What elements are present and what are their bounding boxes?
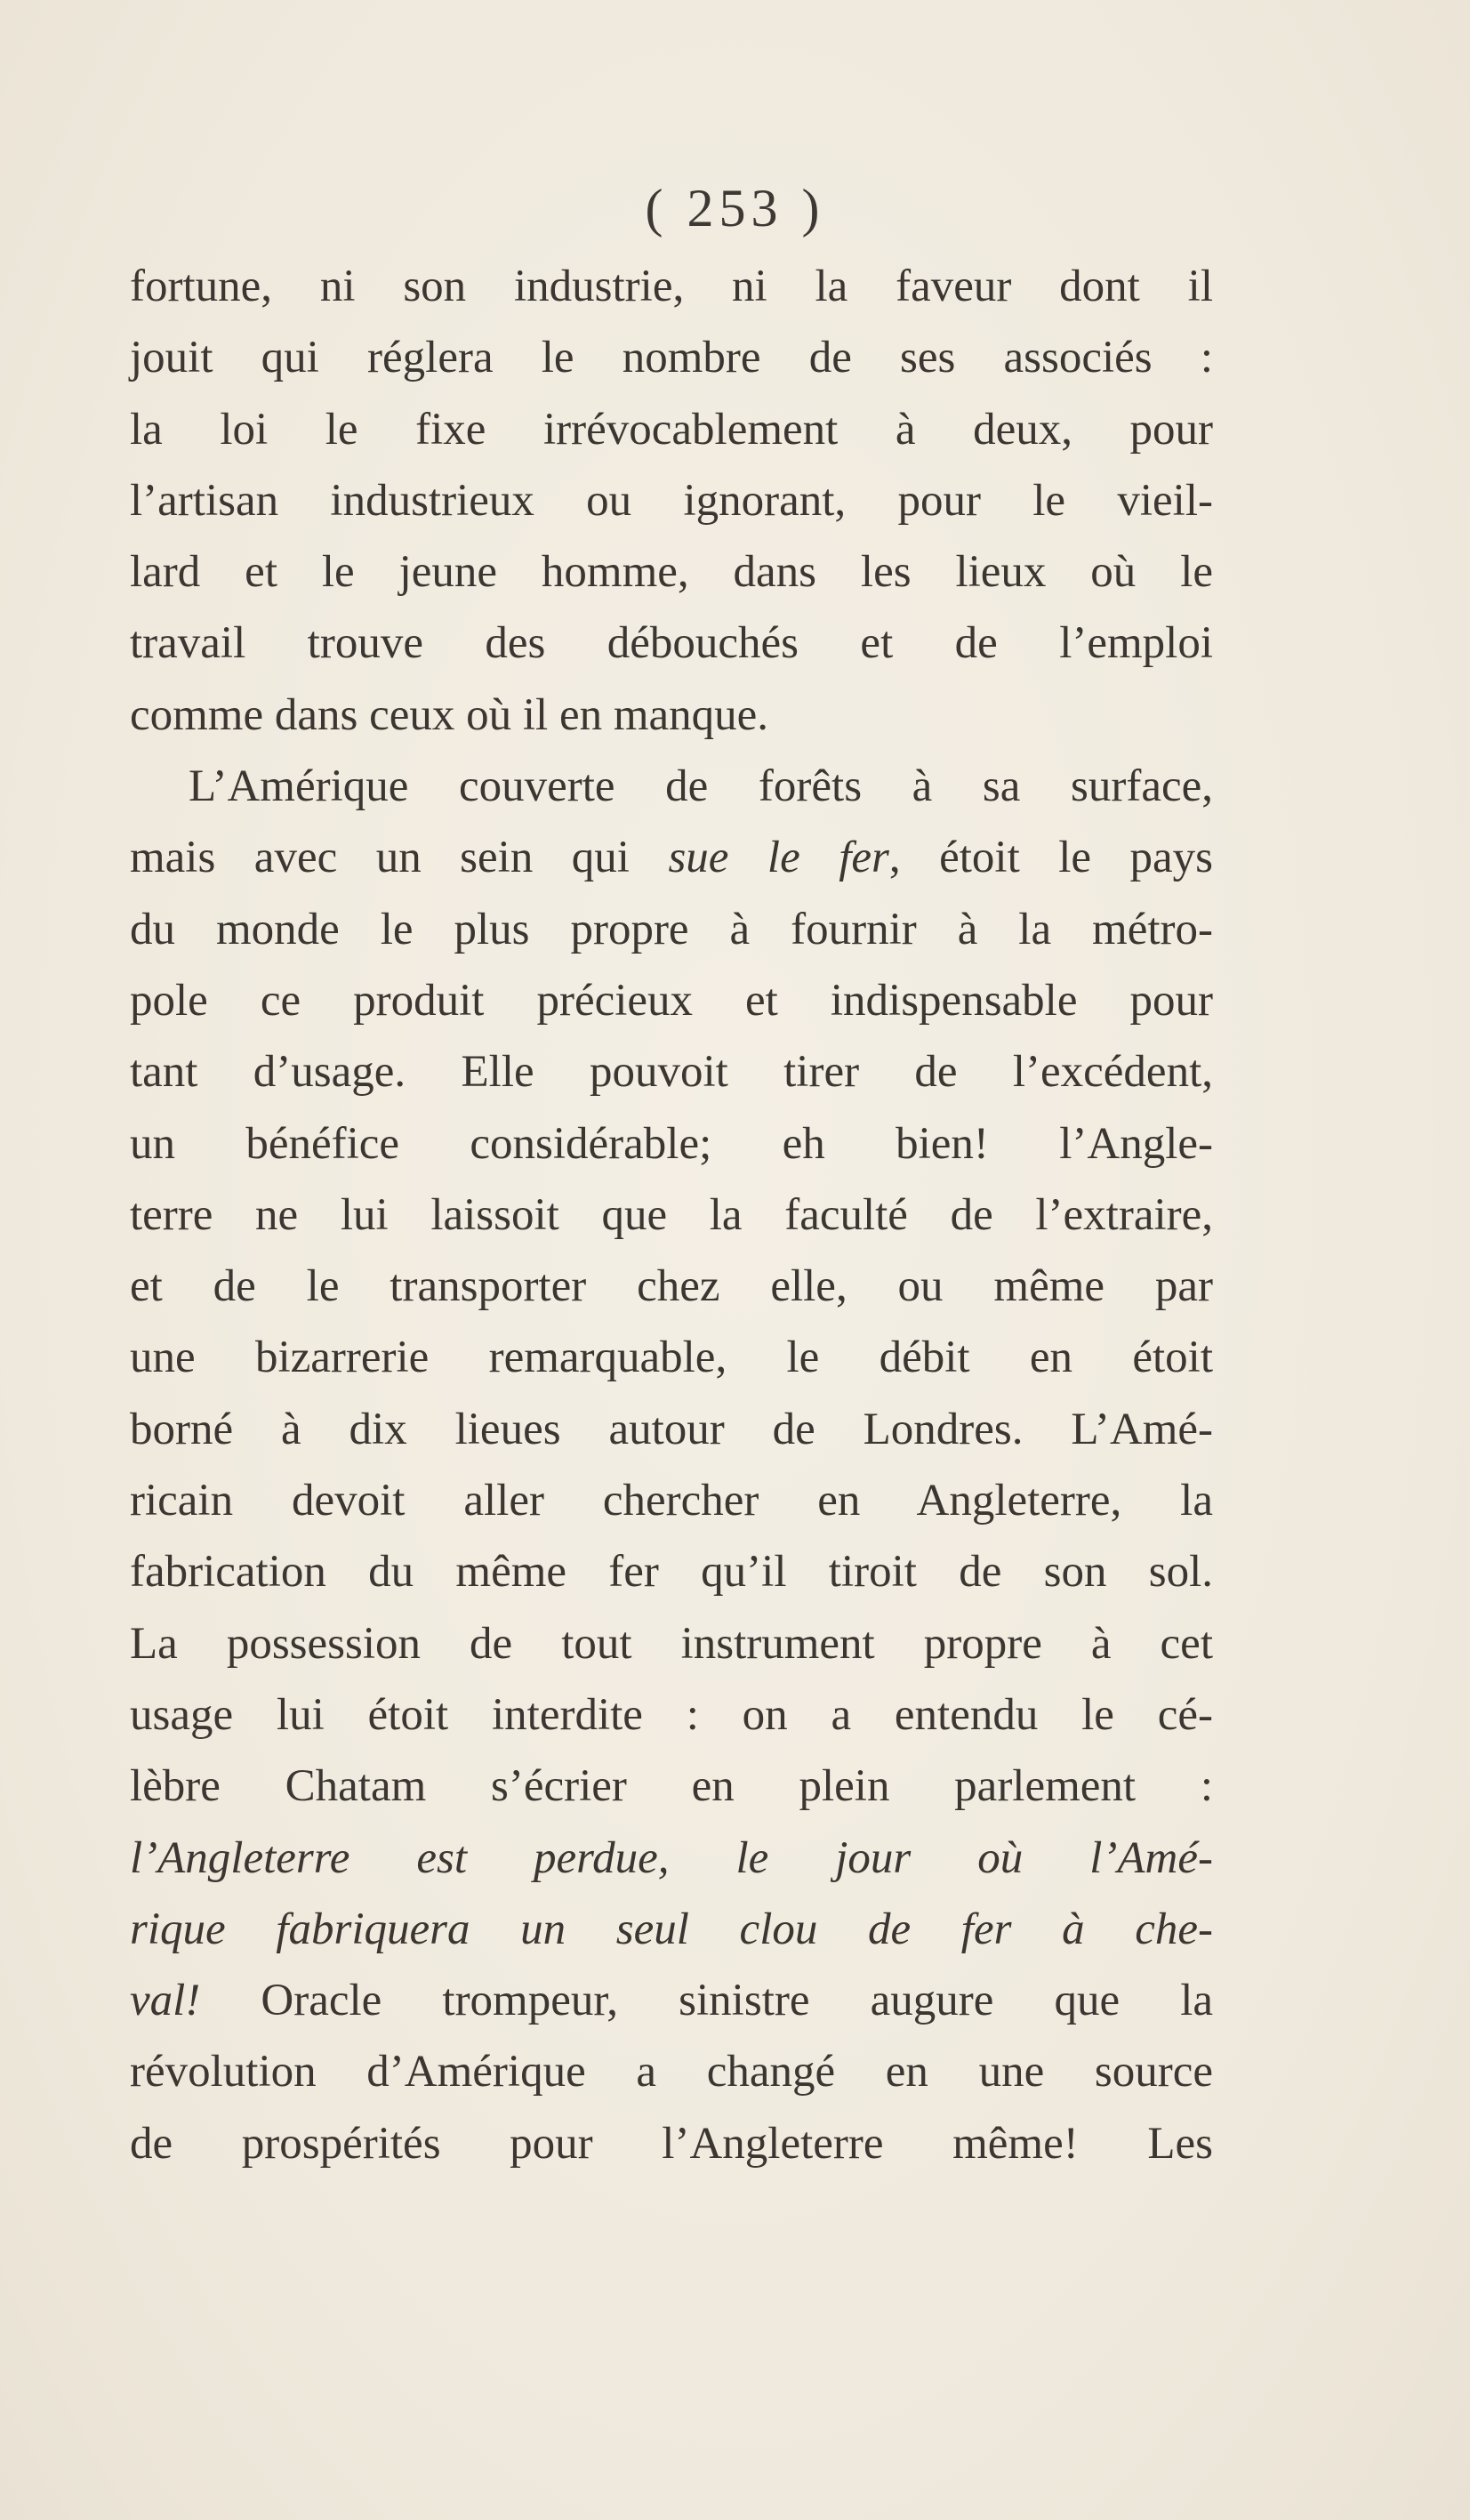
text-segment: l’artisan industrieux ou ignorant, pour le vieil- [130, 475, 1213, 526]
italic-text-segment: l’Angleterre est perdue, le jour où l’Amé- [130, 1832, 1213, 1883]
text-line [130, 1036, 1213, 1107]
text-line [130, 1751, 1213, 1822]
text-segment: borné à dix lieues autour de Londres. L’Amé- [130, 1404, 1213, 1454]
text-line [130, 1536, 1213, 1607]
text-line [130, 965, 1213, 1036]
text-line [130, 608, 1213, 679]
text-line [130, 536, 1213, 608]
text-line [130, 894, 1213, 965]
text-segment: , étoit le pays [888, 833, 1213, 883]
text-segment: lèbre Chatam s’écrier en plein parlement : [130, 1761, 1213, 1812]
text-line [130, 1322, 1213, 1393]
text-line [130, 751, 1213, 822]
text-segment: pole ce produit précieux et indispensable pour [130, 975, 1213, 1026]
text-line [130, 2036, 1213, 2107]
text-segment: jouit qui réglera le nombre de ses associés : [130, 333, 1213, 383]
text-segment: du monde le plus propre à fournir à la métro- [130, 904, 1213, 954]
text-segment: fortune, ni son industrie, ni la faveur dont il [130, 262, 1213, 311]
text-segment: terre ne lui laissoit que la faculté de l’extraire, [130, 1189, 1213, 1240]
text-line [130, 322, 1213, 393]
text-segment: de prospérités pour l’Angleterre même! Les [130, 2118, 1213, 2169]
text-line [130, 1108, 1213, 1179]
italic-text-segment: rique fabriquera un seul clou de fer à che- [130, 1904, 1213, 1954]
text-segment: La possession de tout instrument propre à cet [130, 1618, 1213, 1669]
text-line [130, 1679, 1213, 1751]
page-body-text [130, 251, 1213, 2179]
text-line [130, 822, 1213, 893]
text-line [130, 1465, 1213, 1536]
text-segment: un bénéfice considérable; eh bien! l’Angle- [130, 1118, 1213, 1169]
text-line [130, 465, 1213, 536]
text-segment: lard et le jeune homme, dans les lieux où le [130, 547, 1213, 598]
text-segment: fabrication du même fer qu’il tiroit de son sol. [130, 1547, 1213, 1598]
text-segment: ricain devoit aller chercher en Angleterre, la [130, 1476, 1213, 1526]
page-number-header: ( 253 ) [645, 179, 825, 238]
text-line [130, 1823, 1213, 1894]
italic-text-segment: val! [130, 1976, 201, 2026]
text-line [130, 251, 1213, 322]
text-line [130, 680, 1213, 751]
text-segment: L’Amérique couverte de forêts à sa surface, [189, 761, 1213, 812]
text-line [130, 1394, 1213, 1465]
text-segment: la loi le fixe irrévocablement à deux, pour [130, 404, 1213, 455]
text-segment: une bizarrerie remarquable, le débit en étoit [130, 1332, 1213, 1383]
text-line [130, 394, 1213, 465]
text-segment: comme dans ceux où il en manque. [130, 689, 769, 740]
text-segment: travail trouve des débouchés et de l’emploi [130, 618, 1213, 669]
text-segment: tant d’usage. Elle pouvoit tirer de l’excédent, [130, 1047, 1213, 1098]
text-line [130, 1894, 1213, 1965]
text-segment: révolution d’Amérique a changé en une source [130, 2047, 1213, 2097]
italic-text-segment: sue le fer [668, 833, 889, 883]
text-segment: Oracle trompeur, sinistre augure que la [200, 1976, 1213, 2026]
text-segment: usage lui étoit interdite : on a entendu le cé- [130, 1689, 1213, 1740]
text-line [130, 1965, 1213, 2036]
text-segment: et de le transporter chez elle, ou même par [130, 1261, 1213, 1312]
text-line [130, 1608, 1213, 1679]
text-line [130, 2108, 1213, 2179]
text-line [130, 1251, 1213, 1322]
text-segment: mais avec un sein qui [130, 833, 669, 883]
text-line [130, 1179, 1213, 1251]
